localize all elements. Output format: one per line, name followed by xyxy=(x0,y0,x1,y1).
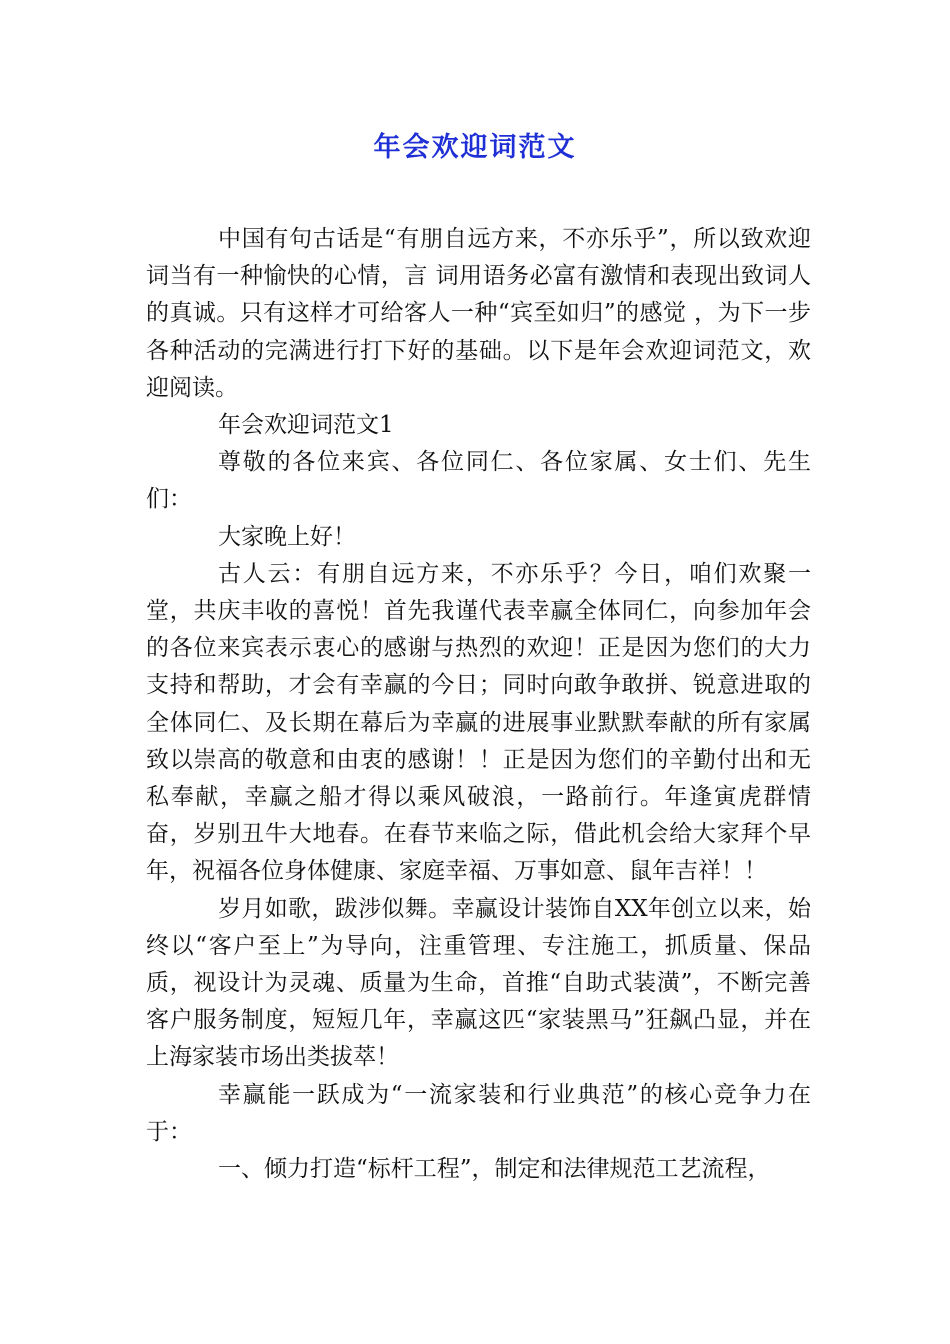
paragraph-greeting: 大家晚上好！ xyxy=(218,523,356,550)
paragraph-thanks: 古人云：有朋自远方来，不亦乐乎？今日，咱们欢聚一堂，共庆丰收的喜悦！首先我谨代表幸赢全体同仁，向参加年会的各位来宾表示衷心的感谢与热烈的欢迎！正是因为您们的大力支持和帮助，才会有幸赢的今日；同时向敢争敢拼、锐意进取的全体同仁、及长期在幕后为幸赢的进展事业默默奉献的所有家属致以崇高的敬意和由衷的感谢！！正是因为您们的辛勤付出和无私奉献，幸赢之船才得以乘风破浪，一路前行。年逢寅虎群情奋，岁别丑牛大地春。在春节来临之际，借此机会给大家拜个早年，祝福各位身体健康、家庭幸福、万事如意、鼠年吉祥！！ xyxy=(146,560,811,885)
paragraph-section-heading: 年会欢迎词范文1 xyxy=(218,412,394,439)
document-body xyxy=(146,221,811,1188)
paragraph-core-competence: 幸赢能一跃成为“一流家装和行业典范”的核心竞争力在于： xyxy=(146,1081,811,1145)
document-title: 年会欢迎词范文 xyxy=(373,132,577,163)
paragraph-salutation: 尊敬的各位来宾、各位同仁、各位家属、女士们、先生们： xyxy=(146,449,811,513)
paragraph-point-one: 一、倾力打造“标杆工程”，制定和法律规范工艺流程， xyxy=(218,1156,771,1183)
paragraph-intro: 中国有句古话是“有朋自远方来，不亦乐乎”，所以致欢迎词当有一种愉快的心情，言 词用语务必富有激情和表现出致词人的真诚。只有这样才可给客人一种“宾至如归”的感觉 ，为下一步各种活动的完满进行打下好的基础。以下是年会欢迎词范文，欢迎阅读。 xyxy=(146,226,811,401)
paragraph-company-history: 岁月如歌，跋涉似舞。幸赢设计装饰自XX年创立以来，始终以“客户至上”为导向，注重管理、专注施工，抓质量、保品质，视设计为灵魂、质量为生命，首推“自助式装潢”，不断完善客户服务制度，短短几年，幸赢这匹“家装黑马”狂飙凸显，并在上海家装市场出类拔萃！ xyxy=(146,895,811,1071)
